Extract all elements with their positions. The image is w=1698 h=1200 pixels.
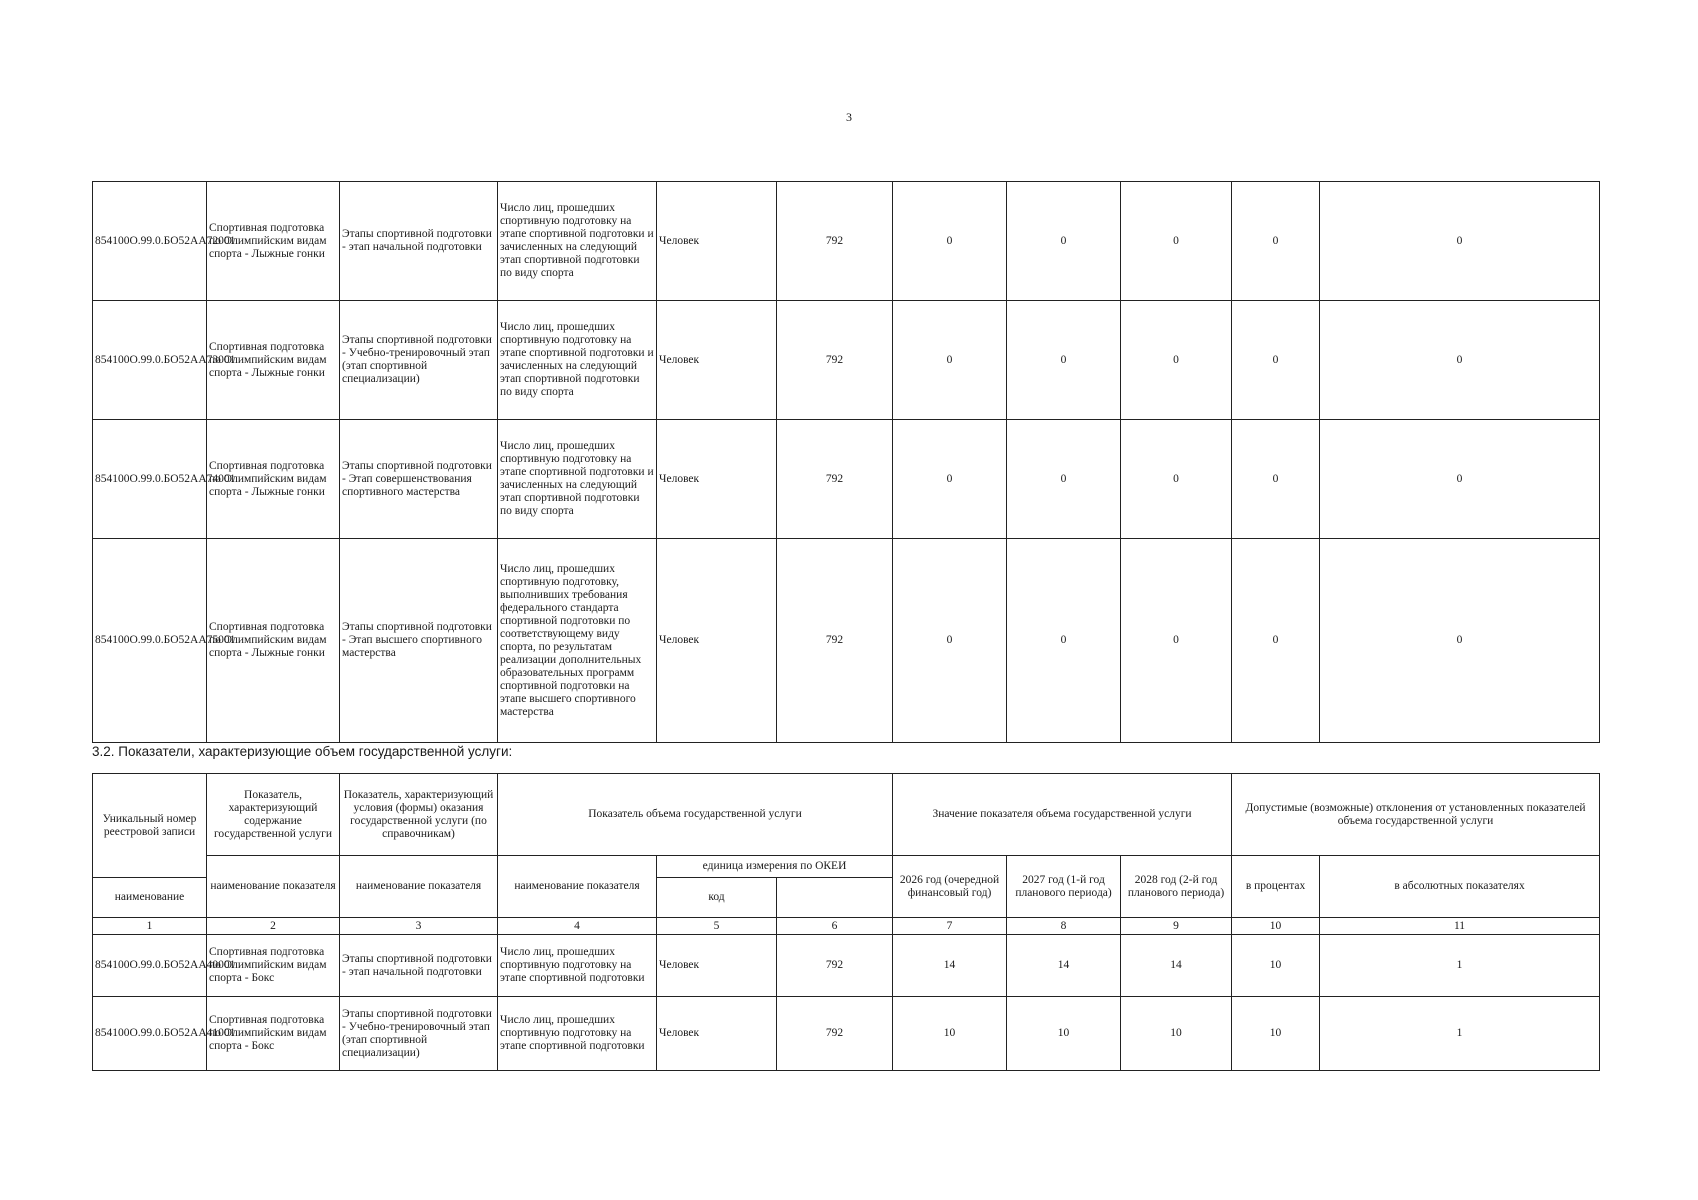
- row-deviation-absolute: 0: [1320, 420, 1600, 539]
- row-code: 854100О.99.0.БО52АА74001: [93, 420, 207, 539]
- row-content: Спортивная подготовка по Олимпийским видам спорта - Лыжные гонки: [207, 539, 340, 743]
- header-okei-code: код: [657, 878, 777, 918]
- column-number: 9: [1121, 918, 1232, 935]
- row-unit: Человек: [657, 539, 777, 743]
- row-indicator: Число лиц, прошедших спортивную подготовку на этапе спортивной подготовки и зачисленных на следующий этап спортивной подготовки по виду спорта: [498, 182, 657, 301]
- row-deviation-percent: 10: [1232, 935, 1320, 997]
- column-number: 1: [93, 918, 207, 935]
- header-content-group: Показатель, характеризующий содержание государственной услуги: [207, 774, 340, 856]
- header-condition-group: Показатель, характеризующий условия (формы) оказания государственной услуги (по справочникам): [340, 774, 498, 856]
- table-row: [93, 420, 1600, 539]
- column-number: 4: [498, 918, 657, 935]
- quality-indicators-table: [92, 181, 1600, 743]
- row-condition: Этапы спортивной подготовки - Этап высшего спортивного мастерства: [340, 539, 498, 743]
- row-deviation-absolute: 0: [1320, 182, 1600, 301]
- row-deviation-percent: 0: [1232, 539, 1320, 743]
- row-value-2027: 0: [1007, 539, 1121, 743]
- row-value-2026: 0: [893, 420, 1007, 539]
- column-number: 11: [1320, 918, 1600, 935]
- header-okei-group: единица измерения по ОКЕИ: [657, 856, 893, 878]
- row-unit: Человек: [657, 420, 777, 539]
- row-content: Спортивная подготовка по Олимпийским видам спорта - Лыжные гонки: [207, 420, 340, 539]
- row-value-2028: 0: [1121, 420, 1232, 539]
- row-deviation-percent: 10: [1232, 997, 1320, 1071]
- row-okei-code: 792: [777, 539, 893, 743]
- column-number: 8: [1007, 918, 1121, 935]
- row-code: 854100О.99.0.БО52АА73001: [93, 301, 207, 420]
- header-year-2028: 2028 год (2-й год планового периода): [1121, 856, 1232, 918]
- row-condition: Этапы спортивной подготовки - Учебно-тренировочный этап (этап спортивной специализации): [340, 997, 498, 1071]
- row-code: 854100О.99.0.БО52АА41001: [93, 997, 207, 1071]
- table-row: [93, 539, 1600, 743]
- header-dev-absolute: в абсолютных показателях: [1320, 856, 1600, 918]
- column-number: 3: [340, 918, 498, 935]
- row-unit: Человек: [657, 935, 777, 997]
- row-okei-code: 792: [777, 301, 893, 420]
- table-row: [93, 935, 1600, 997]
- row-deviation-percent: 0: [1232, 420, 1320, 539]
- row-value-2028: 10: [1121, 997, 1232, 1071]
- row-deviation-absolute: 1: [1320, 935, 1600, 997]
- row-unit: Человек: [657, 997, 777, 1071]
- column-number: 6: [777, 918, 893, 935]
- header-year-2026: 2026 год (очередной финансовый год): [893, 856, 1007, 918]
- row-value-2027: 0: [1007, 182, 1121, 301]
- table-row: [93, 182, 1600, 301]
- column-number: 5: [657, 918, 777, 935]
- row-indicator: Число лиц, прошедших спортивную подготовку, выполнивших требования федерального стандарта спортивной подготовки по соответствующему виду спорта, по результатам реализации дополнительных образовательных программ спортивной подготовки на этапе высшего спортивного мастерства: [498, 539, 657, 743]
- row-okei-code: 792: [777, 420, 893, 539]
- row-deviation-absolute: 0: [1320, 539, 1600, 743]
- row-condition: Этапы спортивной подготовки - Этап совершенствования спортивного мастерства: [340, 420, 498, 539]
- row-content: Спортивная подготовка по Олимпийским видам спорта - Лыжные гонки: [207, 301, 340, 420]
- row-unit: Человек: [657, 182, 777, 301]
- row-indicator: Число лиц, прошедших спортивную подготовку на этапе спортивной подготовки и зачисленных на следующий этап спортивной подготовки по виду спорта: [498, 301, 657, 420]
- row-value-2026: 0: [893, 539, 1007, 743]
- row-code: 854100О.99.0.БО52АА40001: [93, 935, 207, 997]
- header-okei-name: наименование: [93, 878, 207, 918]
- header-volume-name: наименование показателя: [498, 856, 657, 918]
- volume-indicators-table: [92, 773, 1600, 1071]
- row-value-2028: 14: [1121, 935, 1232, 997]
- row-code: 854100О.99.0.БО52АА72001: [93, 182, 207, 301]
- header-dev-percent: в процентах: [1232, 856, 1320, 918]
- row-indicator: Число лиц, прошедших спортивную подготовку на этапе спортивной подготовки: [498, 935, 657, 997]
- row-deviation-absolute: 1: [1320, 997, 1600, 1071]
- header-value-group: Значение показателя объема государственной услуги: [893, 774, 1232, 856]
- row-indicator: Число лиц, прошедших спортивную подготовку на этапе спортивной подготовки и зачисленных на следующий этап спортивной подготовки по виду спорта: [498, 420, 657, 539]
- row-condition: Этапы спортивной подготовки - Учебно-тренировочный этап (этап спортивной специализации): [340, 301, 498, 420]
- row-condition: Этапы спортивной подготовки - этап начальной подготовки: [340, 182, 498, 301]
- column-number: 2: [207, 918, 340, 935]
- page-number: 3: [846, 110, 852, 124]
- row-okei-code: 792: [777, 182, 893, 301]
- table-row: [93, 997, 1600, 1071]
- row-okei-code: 792: [777, 935, 893, 997]
- row-content: Спортивная подготовка по Олимпийским видам спорта - Бокс: [207, 935, 340, 997]
- column-number: 10: [1232, 918, 1320, 935]
- row-value-2028: 0: [1121, 182, 1232, 301]
- section-title: 3.2. Показатели, характеризующие объем государственной услуги:: [92, 744, 513, 759]
- row-value-2028: 0: [1121, 301, 1232, 420]
- row-okei-code: 792: [777, 997, 893, 1071]
- row-value-2027: 0: [1007, 420, 1121, 539]
- row-value-2026: 0: [893, 182, 1007, 301]
- row-deviation-percent: 0: [1232, 182, 1320, 301]
- row-deviation-absolute: 0: [1320, 301, 1600, 420]
- header-volume-group: Показатель объема государственной услуги: [498, 774, 893, 856]
- header-unique-number: Уникальный номер реестровой записи: [93, 774, 207, 878]
- column-number: 7: [893, 918, 1007, 935]
- row-value-2026: 0: [893, 301, 1007, 420]
- row-condition: Этапы спортивной подготовки - этап начальной подготовки: [340, 935, 498, 997]
- header-content-name: наименование показателя: [207, 856, 340, 918]
- header-deviation-group: Допустимые (возможные) отклонения от установленных показателей объема государственной услуги: [1232, 774, 1600, 856]
- row-value-2028: 0: [1121, 539, 1232, 743]
- row-indicator: Число лиц, прошедших спортивную подготовку на этапе спортивной подготовки: [498, 997, 657, 1071]
- row-content: Спортивная подготовка по Олимпийским видам спорта - Бокс: [207, 997, 340, 1071]
- row-value-2027: 0: [1007, 301, 1121, 420]
- row-value-2027: 14: [1007, 935, 1121, 997]
- header-condition-name: наименование показателя: [340, 856, 498, 918]
- row-code: 854100О.99.0.БО52АА75001: [93, 539, 207, 743]
- row-value-2027: 10: [1007, 997, 1121, 1071]
- row-content: Спортивная подготовка по Олимпийским видам спорта - Лыжные гонки: [207, 182, 340, 301]
- table-row: [93, 301, 1600, 420]
- row-value-2026: 14: [893, 935, 1007, 997]
- header-year-2027: 2027 год (1-й год планового периода): [1007, 856, 1121, 918]
- row-value-2026: 10: [893, 997, 1007, 1071]
- row-deviation-percent: 0: [1232, 301, 1320, 420]
- row-unit: Человек: [657, 301, 777, 420]
